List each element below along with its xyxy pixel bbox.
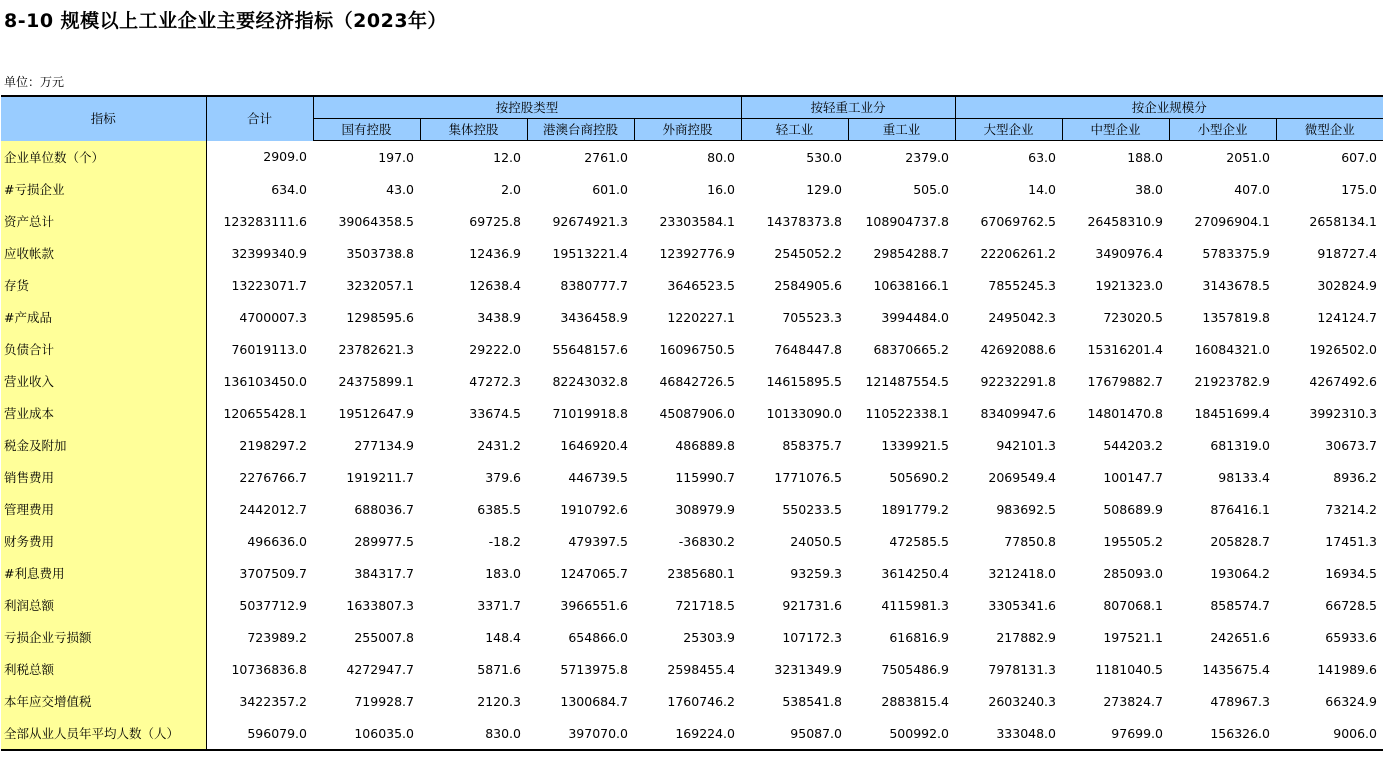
- table-cell: 108904737.8: [865, 213, 949, 229]
- header-group-size: 按企业规模分: [955, 96, 1383, 119]
- table-cell: 136103450.0: [223, 373, 307, 389]
- table-cell: 5871.6: [477, 661, 521, 677]
- table-cell: 12.0: [493, 149, 521, 165]
- table-cell: 4272947.7: [346, 661, 414, 677]
- table-cell: 14801470.8: [1087, 405, 1163, 421]
- table-cell: 156326.0: [1169, 717, 1276, 750]
- table-cell: 5783375.9: [1202, 245, 1270, 261]
- table-cell: 2379.0: [905, 149, 949, 165]
- table-cell: 1771076.5: [774, 469, 842, 485]
- table-cell: 45087906.0: [659, 405, 735, 421]
- table-row: [1, 205, 1383, 237]
- table-cell: 66728.5: [1325, 597, 1377, 613]
- table-cell: 183.0: [485, 565, 521, 581]
- header-col-hmt: 港澳台商控股: [527, 119, 634, 141]
- table-cell: 3966551.6: [560, 597, 628, 613]
- table-cell: 8936.2: [1333, 469, 1377, 485]
- table-cell: 607.0: [1341, 149, 1377, 165]
- table-cell: 616816.9: [889, 629, 949, 645]
- table-cell: 69725.8: [469, 213, 521, 229]
- table-cell: 273824.7: [1103, 693, 1163, 709]
- table-cell: 3503738.8: [346, 245, 414, 261]
- header-col-collective: 集体控股: [420, 119, 527, 141]
- table-cell: 14615895.5: [766, 373, 842, 389]
- table-cell: 2.0: [501, 181, 521, 197]
- table-cell: 1926502.0: [1309, 341, 1377, 357]
- table-cell: 2584905.6: [774, 277, 842, 293]
- header-col-foreign: 外商控股: [634, 119, 741, 141]
- table-cell: 68370665.2: [873, 341, 949, 357]
- table-cell: 14.0: [1028, 181, 1056, 197]
- table-cell: 2761.0: [584, 149, 628, 165]
- table-cell: 1919211.7: [346, 469, 414, 485]
- header-col-large: 大型企业: [955, 119, 1062, 141]
- table-cell: 3371.7: [477, 597, 521, 613]
- table-cell: 2069549.4: [988, 469, 1056, 485]
- table-cell: 25303.9: [683, 629, 735, 645]
- table-cell: 106035.0: [313, 717, 420, 750]
- table-cell: 496636.0: [247, 533, 307, 549]
- table-cell: 3646523.5: [667, 277, 735, 293]
- table-cell: 129.0: [806, 181, 842, 197]
- table-cell: 2598455.4: [667, 661, 735, 677]
- table-cell: 478967.3: [1210, 693, 1270, 709]
- table-cell: 8380777.7: [560, 277, 628, 293]
- row-label: 应收帐款: [1, 237, 206, 269]
- table-cell: 1921323.0: [1095, 277, 1163, 293]
- page-title: 8-10 规模以上工业企业主要经济指标（2023年）: [4, 10, 448, 32]
- table-cell: 63.0: [1028, 149, 1056, 165]
- table-cell: 654866.0: [568, 629, 628, 645]
- table-cell: 407.0: [1234, 181, 1270, 197]
- table-cell: 123283111.6: [223, 213, 307, 229]
- table-cell: 100147.7: [1103, 469, 1163, 485]
- table-cell: -18.2: [488, 533, 521, 549]
- table-cell: 205828.7: [1210, 533, 1270, 549]
- table-cell: 3707509.7: [239, 565, 307, 581]
- table-cell: 29222.0: [469, 341, 521, 357]
- table-cell: 1298595.6: [346, 309, 414, 325]
- table-cell: 4115981.3: [881, 597, 949, 613]
- table-cell: 446739.5: [568, 469, 628, 485]
- table-row: [1, 717, 1383, 750]
- table-cell: 942101.3: [996, 437, 1056, 453]
- row-label: 存货: [1, 269, 206, 301]
- table-row: [1, 525, 1383, 557]
- table-cell: 46842726.5: [659, 373, 735, 389]
- table-cell: 9006.0: [1276, 717, 1383, 750]
- table-cell: 1300684.7: [560, 693, 628, 709]
- table-cell: 3422357.2: [239, 693, 307, 709]
- table-cell: 486889.8: [675, 437, 735, 453]
- table-cell: 77850.8: [1004, 533, 1056, 549]
- table-cell: 120655428.1: [223, 405, 307, 421]
- table-cell: 1910792.6: [560, 501, 628, 517]
- table-cell: 169224.0: [634, 717, 741, 750]
- row-label: 利税总额: [1, 653, 206, 685]
- row-label: 本年应交增值税: [1, 685, 206, 717]
- row-label: 负债合计: [1, 333, 206, 365]
- table-cell: 3305341.6: [988, 597, 1056, 613]
- table-cell: 193064.2: [1210, 565, 1270, 581]
- table-cell: 807068.1: [1103, 597, 1163, 613]
- table-row: [1, 461, 1383, 493]
- table-cell: 65933.6: [1325, 629, 1377, 645]
- table-cell: 30673.7: [1325, 437, 1377, 453]
- table-cell: 2385680.1: [667, 565, 735, 581]
- table-cell: 188.0: [1127, 149, 1163, 165]
- table-cell: 92674921.3: [552, 213, 628, 229]
- table-row: [1, 589, 1383, 621]
- table-cell: 80.0: [707, 149, 735, 165]
- table-cell: 3232057.1: [346, 277, 414, 293]
- table-cell: 12436.9: [469, 245, 521, 261]
- table-cell: 19512647.9: [338, 405, 414, 421]
- table-cell: 23303584.1: [659, 213, 735, 229]
- table-cell: 16096750.5: [659, 341, 735, 357]
- table-cell: 688036.7: [354, 501, 414, 517]
- table-cell: 2051.0: [1226, 149, 1270, 165]
- table-cell: 302824.9: [1317, 277, 1377, 293]
- table-cell: 115990.7: [675, 469, 735, 485]
- table-cell: 83409947.6: [980, 405, 1056, 421]
- table-cell: 308979.9: [675, 501, 735, 517]
- table-cell: 379.6: [485, 469, 521, 485]
- table-cell: 14378373.8: [766, 213, 842, 229]
- row-label: #亏损企业: [1, 173, 206, 205]
- table-cell: 1339921.5: [881, 437, 949, 453]
- row-label: 亏损企业亏损额: [1, 621, 206, 653]
- table-cell: 1247065.7: [560, 565, 628, 581]
- table-cell: 7855245.3: [988, 277, 1056, 293]
- table-cell: 110522338.1: [865, 405, 949, 421]
- table-cell: 2442012.7: [239, 501, 307, 517]
- table-row: [1, 685, 1383, 717]
- table-cell: 197.0: [378, 149, 414, 165]
- header-col-state: 国有控股: [313, 119, 420, 141]
- table-cell: 596079.0: [206, 717, 313, 750]
- table-cell: 2909.0: [263, 149, 307, 165]
- table-row: [1, 397, 1383, 429]
- table-cell: 21923782.9: [1194, 373, 1270, 389]
- table-cell: 681319.0: [1210, 437, 1270, 453]
- table-cell: 505.0: [913, 181, 949, 197]
- table-cell: 3614250.4: [881, 565, 949, 581]
- table-cell: 195505.2: [1103, 533, 1163, 549]
- row-label: 营业收入: [1, 365, 206, 397]
- table-cell: 858375.7: [782, 437, 842, 453]
- table-cell: 2658134.1: [1309, 213, 1377, 229]
- table-cell: 3438.9: [477, 309, 521, 325]
- table-cell: 544203.2: [1103, 437, 1163, 453]
- table-cell: 148.4: [485, 629, 521, 645]
- table-cell: 601.0: [592, 181, 628, 197]
- table-cell: 4267492.6: [1309, 373, 1377, 389]
- table-cell: 397070.0: [527, 717, 634, 750]
- table-row: [1, 365, 1383, 397]
- unit-label: 单位：万元: [4, 75, 65, 89]
- table-cell: 10736836.8: [231, 661, 307, 677]
- table-cell: 1633807.3: [346, 597, 414, 613]
- table-row: [1, 173, 1383, 205]
- table-cell: 97699.0: [1062, 717, 1169, 750]
- table-cell: 3994484.0: [881, 309, 949, 325]
- table-cell: 3490976.4: [1095, 245, 1163, 261]
- table-cell: 3212418.0: [988, 565, 1056, 581]
- table-cell: 17451.3: [1325, 533, 1377, 549]
- table-cell: 918727.4: [1317, 245, 1377, 261]
- table-cell: 2198297.2: [239, 437, 307, 453]
- table-cell: 2495042.3: [988, 309, 1056, 325]
- table-cell: -36830.2: [678, 533, 735, 549]
- table-cell: 47272.3: [469, 373, 521, 389]
- table-cell: 12638.4: [469, 277, 521, 293]
- table-cell: 7648447.8: [774, 341, 842, 357]
- table-cell: 723989.2: [247, 629, 307, 645]
- table-cell: 10133090.0: [766, 405, 842, 421]
- row-label: 管理费用: [1, 493, 206, 525]
- header-col-small: 小型企业: [1169, 119, 1276, 141]
- table-cell: 634.0: [271, 181, 307, 197]
- row-label: 全部从业人员年平均人数（人）: [1, 717, 206, 750]
- table-cell: 23782621.3: [338, 341, 414, 357]
- table-cell: 217882.9: [996, 629, 1056, 645]
- table-cell: 1646920.4: [560, 437, 628, 453]
- table-cell: 71019918.8: [552, 405, 628, 421]
- table-cell: 505690.2: [889, 469, 949, 485]
- table-cell: 2545052.2: [774, 245, 842, 261]
- table-cell: 13223071.7: [231, 277, 307, 293]
- row-label: 销售费用: [1, 461, 206, 493]
- row-label: #产成品: [1, 301, 206, 333]
- table-cell: 508689.9: [1103, 501, 1163, 517]
- table-cell: 384317.7: [354, 565, 414, 581]
- table-cell: 1760746.2: [667, 693, 735, 709]
- table-cell: 12392776.9: [659, 245, 735, 261]
- table-cell: 2120.3: [477, 693, 521, 709]
- table-cell: 876416.1: [1210, 501, 1270, 517]
- table-cell: 43.0: [386, 181, 414, 197]
- table-cell: 2431.2: [477, 437, 521, 453]
- table-cell: 24375899.1: [338, 373, 414, 389]
- table-cell: 33674.5: [469, 405, 521, 421]
- header-group-industry: 按轻重工业分: [741, 96, 955, 119]
- table-cell: 38.0: [1135, 181, 1163, 197]
- table-cell: 530.0: [806, 149, 842, 165]
- table-cell: 22206261.2: [980, 245, 1056, 261]
- table-cell: 6385.5: [477, 501, 521, 517]
- table-body: [1, 141, 1383, 751]
- header-col-heavy: 重工业: [848, 119, 955, 141]
- table-cell: 277134.9: [354, 437, 414, 453]
- table-cell: 479397.5: [568, 533, 628, 549]
- table-cell: 1181040.5: [1095, 661, 1163, 677]
- row-label: 财务费用: [1, 525, 206, 557]
- table-cell: 32399340.9: [231, 245, 307, 261]
- table-cell: 124124.7: [1317, 309, 1377, 325]
- header-group-ownership: 按控股类型: [313, 96, 741, 119]
- table-cell: 285093.0: [1103, 565, 1163, 581]
- table-cell: 24050.5: [790, 533, 842, 549]
- row-label: 税金及附加: [1, 429, 206, 461]
- table-cell: 721718.5: [675, 597, 735, 613]
- table-cell: 500992.0: [848, 717, 955, 750]
- table-cell: 1220227.1: [667, 309, 735, 325]
- table-cell: 5037712.9: [239, 597, 307, 613]
- table-cell: 719928.7: [354, 693, 414, 709]
- table-row: [1, 429, 1383, 461]
- table-cell: 42692088.6: [980, 341, 1056, 357]
- table-cell: 27096904.1: [1194, 213, 1270, 229]
- table-cell: 858574.7: [1210, 597, 1270, 613]
- table-cell: 983692.5: [996, 501, 1056, 517]
- table-row: [1, 557, 1383, 589]
- table-cell: 3436458.9: [560, 309, 628, 325]
- table-row: [1, 333, 1383, 365]
- table-cell: 3992310.3: [1309, 405, 1377, 421]
- table-cell: 1435675.4: [1202, 661, 1270, 677]
- table-cell: 3143678.5: [1202, 277, 1270, 293]
- table-cell: 16.0: [707, 181, 735, 197]
- table-cell: 98133.4: [1218, 469, 1270, 485]
- header-total: 合计: [206, 96, 313, 141]
- table-cell: 255007.8: [354, 629, 414, 645]
- table-cell: 29854288.7: [873, 245, 949, 261]
- table-cell: 16084321.0: [1194, 341, 1270, 357]
- table-cell: 55648157.6: [552, 341, 628, 357]
- table-cell: 2276766.7: [239, 469, 307, 485]
- table-cell: 2883815.4: [881, 693, 949, 709]
- table-cell: 705523.3: [782, 309, 842, 325]
- row-label: #利息费用: [1, 557, 206, 589]
- table-cell: 92232291.8: [980, 373, 1056, 389]
- table-cell: 3231349.9: [774, 661, 842, 677]
- table-cell: 10638166.1: [873, 277, 949, 293]
- row-label: 营业成本: [1, 397, 206, 429]
- table-cell: 472585.5: [889, 533, 949, 549]
- table-cell: 26458310.9: [1087, 213, 1163, 229]
- table-cell: 538541.8: [782, 693, 842, 709]
- table-cell: 723020.5: [1103, 309, 1163, 325]
- table-cell: 4700007.3: [239, 309, 307, 325]
- table-cell: 18451699.4: [1194, 405, 1270, 421]
- table-cell: 175.0: [1341, 181, 1377, 197]
- header-col-micro: 微型企业: [1276, 119, 1383, 141]
- table-cell: 5713975.8: [560, 661, 628, 677]
- table-cell: 333048.0: [955, 717, 1062, 750]
- table-cell: 1357819.8: [1202, 309, 1270, 325]
- row-label: 企业单位数（个）: [1, 141, 206, 174]
- table-row: [1, 493, 1383, 525]
- table-cell: 67069762.5: [980, 213, 1056, 229]
- table-cell: 7978131.3: [988, 661, 1056, 677]
- table-cell: 141989.6: [1317, 661, 1377, 677]
- table-cell: 1891779.2: [881, 501, 949, 517]
- table-cell: 73214.2: [1325, 501, 1377, 517]
- row-label: 利润总额: [1, 589, 206, 621]
- table-row: [1, 301, 1383, 333]
- table-row: [1, 653, 1383, 685]
- table-row: [1, 621, 1383, 653]
- table-cell: 93259.3: [790, 565, 842, 581]
- table-cell: 7505486.9: [881, 661, 949, 677]
- row-label: 资产总计: [1, 205, 206, 237]
- table-cell: 19513221.4: [552, 245, 628, 261]
- table-cell: 39064358.5: [338, 213, 414, 229]
- table-cell: 17679882.7: [1087, 373, 1163, 389]
- table-cell: 289977.5: [354, 533, 414, 549]
- table-cell: 95087.0: [741, 717, 848, 750]
- table-row: [1, 141, 1383, 174]
- header-indicator: 指标: [1, 96, 206, 141]
- table-cell: 197521.1: [1103, 629, 1163, 645]
- header-col-light: 轻工业: [741, 119, 848, 141]
- table-cell: 2603240.3: [988, 693, 1056, 709]
- header-col-medium: 中型企业: [1062, 119, 1169, 141]
- table-cell: 16934.5: [1325, 565, 1377, 581]
- table-cell: 921731.6: [782, 597, 842, 613]
- indicator-table: [1, 95, 1383, 751]
- table-cell: 82243032.8: [552, 373, 628, 389]
- table-row: [1, 237, 1383, 269]
- table-cell: 550233.5: [782, 501, 842, 517]
- table-cell: 830.0: [420, 717, 527, 750]
- table-row: [1, 269, 1383, 301]
- table-cell: 121487554.5: [865, 373, 949, 389]
- table-cell: 107172.3: [782, 629, 842, 645]
- table-cell: 76019113.0: [231, 341, 307, 357]
- table-cell: 15316201.4: [1087, 341, 1163, 357]
- table-cell: 242651.6: [1210, 629, 1270, 645]
- table-cell: 66324.9: [1325, 693, 1377, 709]
